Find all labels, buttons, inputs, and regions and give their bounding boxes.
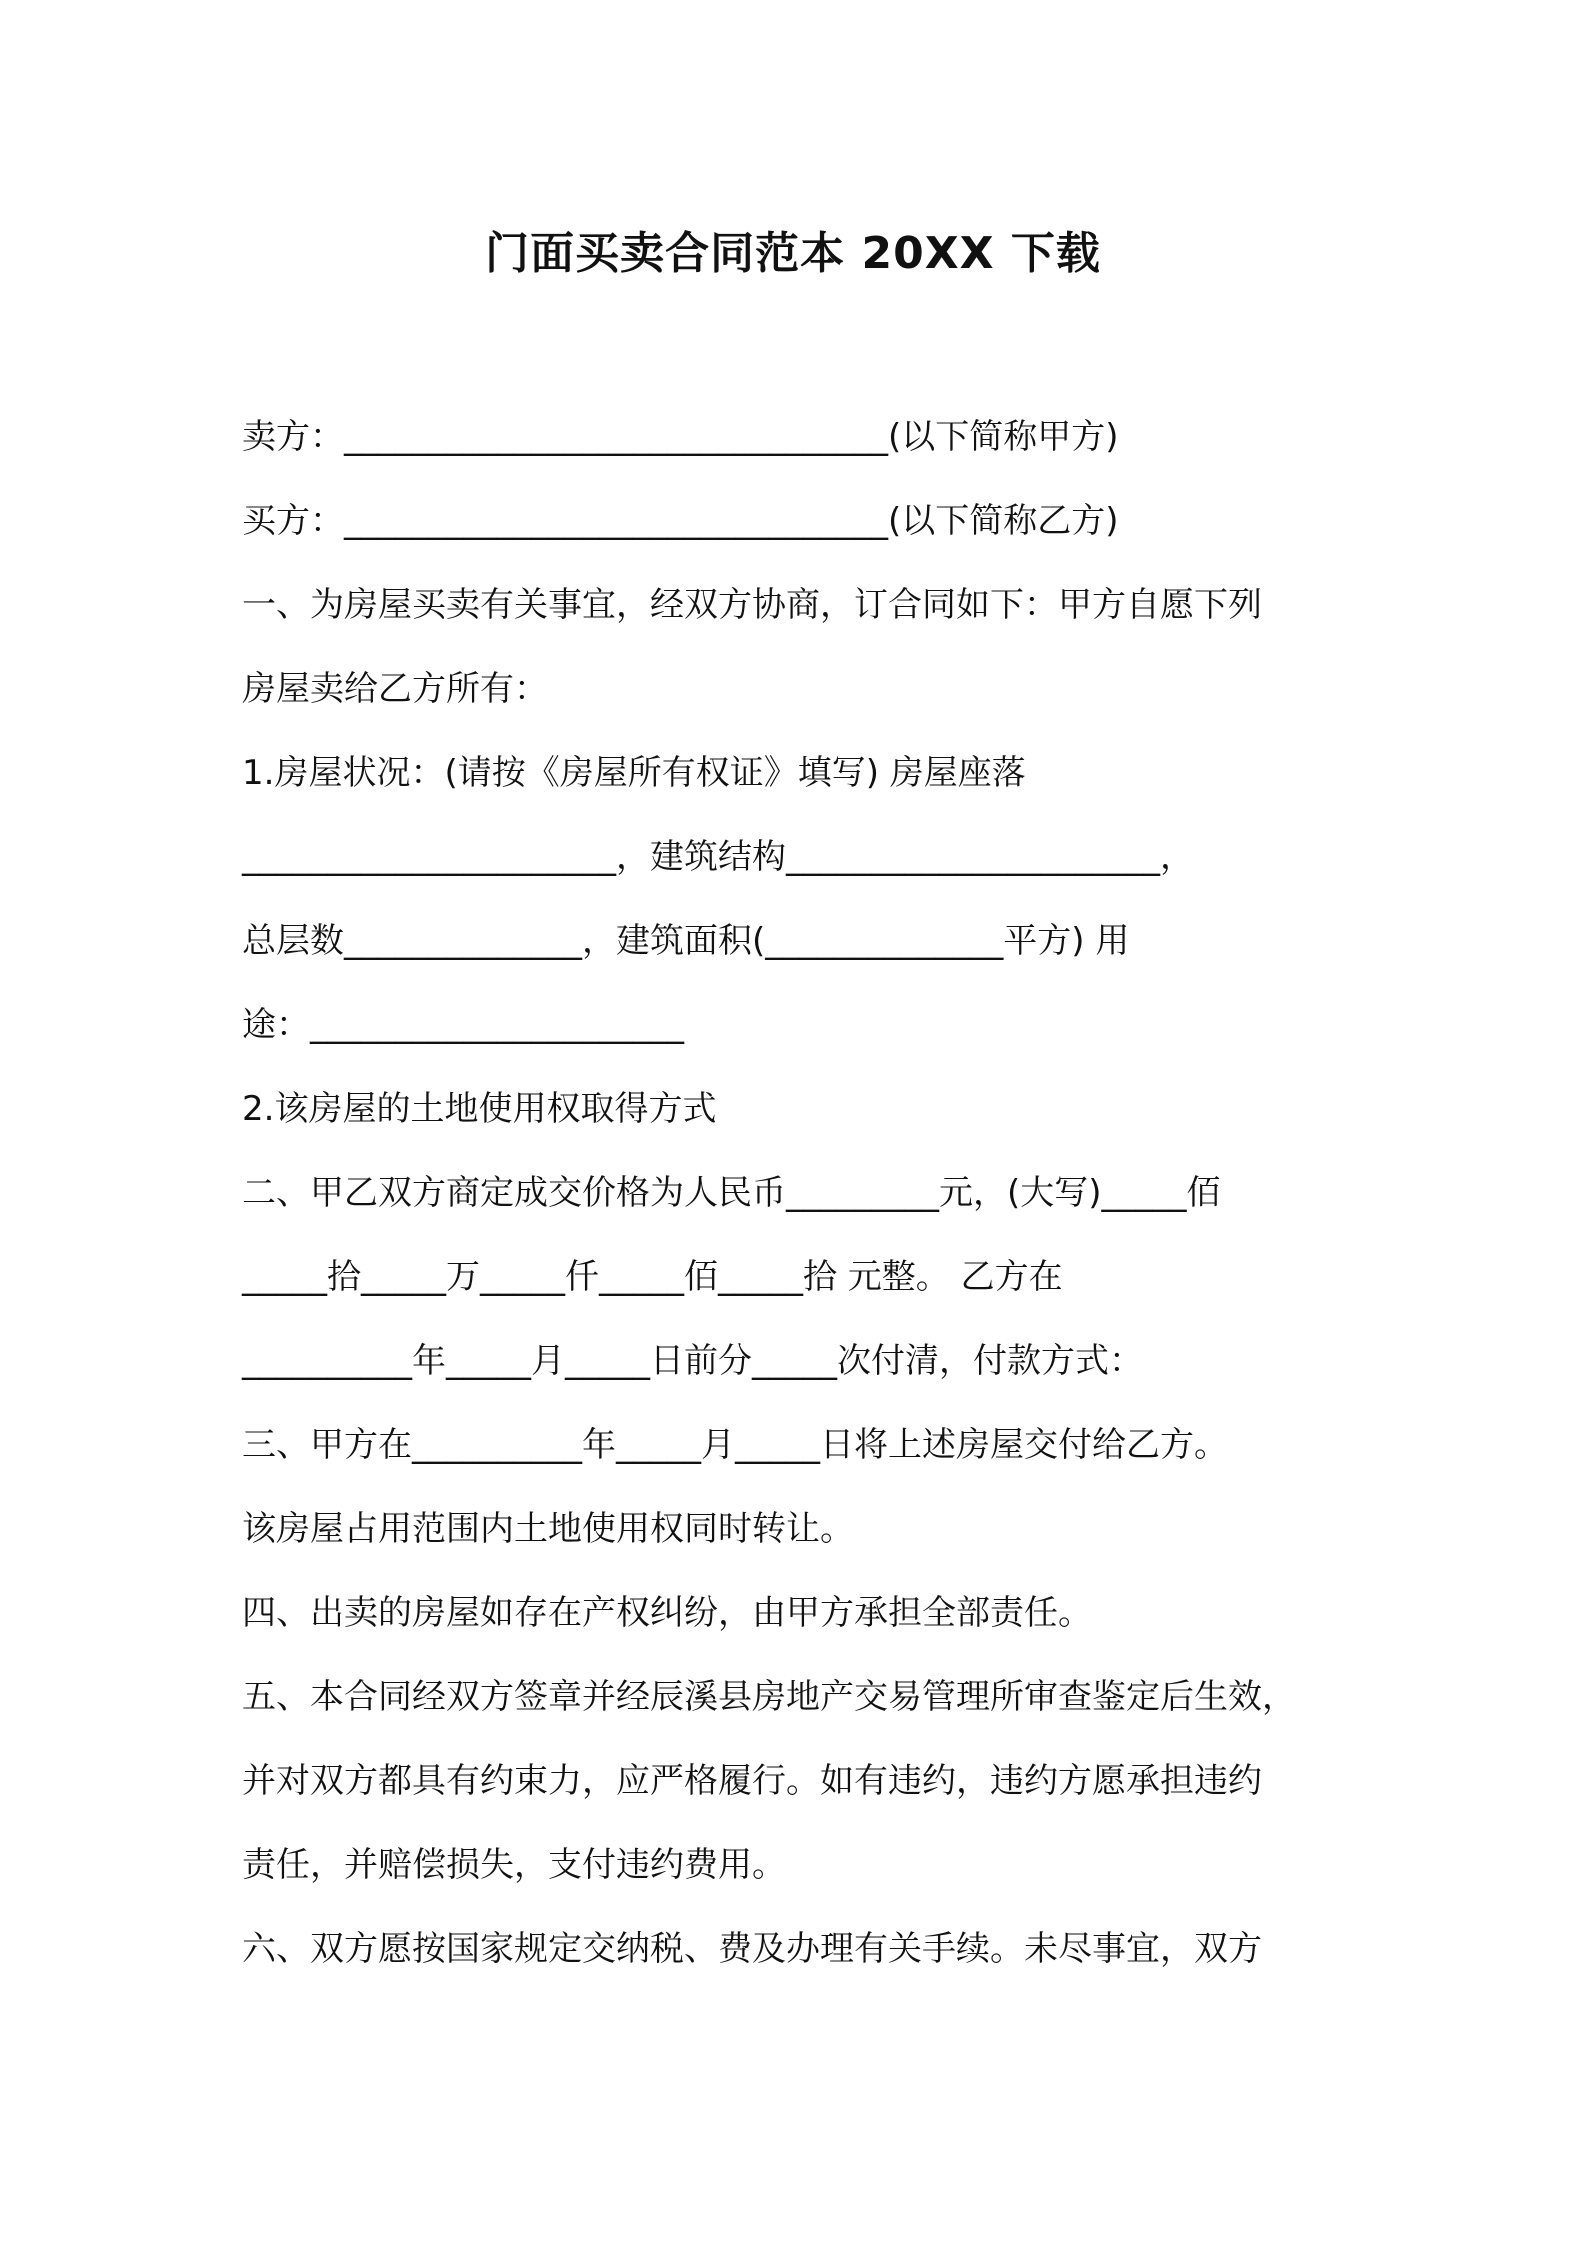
- land-use-line: 2.该房屋的土地使用权取得方式: [242, 1089, 717, 1129]
- clause-2-line-1: 二、甲乙双方商定成交价格为人民币_________元，(大写)_____佰: [242, 1173, 1221, 1213]
- seller-line: 卖方：________________________________(以下简称甲方): [242, 417, 1119, 457]
- clause-2-line-3: __________年_____月_____日前分_____次付清，付款方式：: [242, 1341, 1143, 1381]
- clause-5-line-2: 并对双方都具有约束力，应严格履行。如有违约，违约方愿承担违约: [242, 1761, 1262, 1801]
- house-status-line-4: 途：______________________: [242, 1005, 684, 1045]
- clause-6-line-1: 六、双方愿按国家规定交纳税、费及办理有关手续。未尽事宜，双方: [242, 1929, 1262, 1969]
- clause-1-line-2: 房屋卖给乙方所有：: [242, 669, 548, 709]
- clause-2-line-2: _____拾_____万_____仟_____佰_____拾 元整。 乙方在: [242, 1257, 1063, 1297]
- clause-4-line: 四、出卖的房屋如存在产权纠纷，由甲方承担全部责任。: [242, 1593, 1092, 1633]
- house-status-line-3: 总层数______________，建筑面积(______________平方) 用: [242, 921, 1130, 961]
- document-title: 门面买卖合同范本 20XX 下载: [485, 228, 1101, 279]
- house-status-line-2: ______________________，建筑结构______________________，: [242, 837, 1194, 877]
- clause-1-line-1: 一、为房屋买卖有关事宜，经双方协商，订合同如下：甲方自愿下列: [242, 585, 1262, 625]
- buyer-line: 买方：________________________________(以下简称乙方): [242, 501, 1119, 541]
- clause-3-line-2: 该房屋占用范围内土地使用权同时转让。: [242, 1509, 854, 1549]
- clause-5-line-1: 五、本合同经双方签章并经辰溪县房地产交易管理所审查鉴定后生效，: [242, 1677, 1296, 1717]
- house-status-line-1: 1.房屋状况：(请按《房屋所有权证》填写) 房屋座落: [242, 753, 1026, 793]
- clause-3-line-1: 三、甲方在__________年_____月_____日将上述房屋交付给乙方。: [242, 1425, 1228, 1465]
- clause-5-line-3: 责任，并赔偿损失，支付违约费用。: [242, 1845, 786, 1885]
